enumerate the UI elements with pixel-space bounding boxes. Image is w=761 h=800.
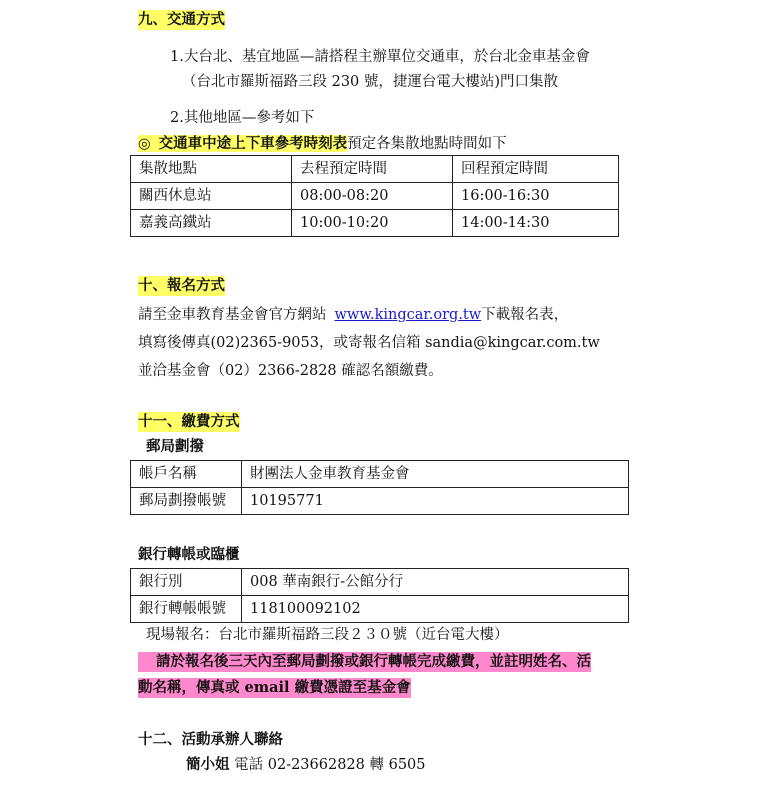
section-12-heading: 十二、活動承辦人聯絡 [138,731,283,748]
table-cell: 關西休息站 [131,183,292,210]
section-11-heading: 十一、繳費方式 [138,413,240,430]
table-row [131,596,629,623]
postal-transfer-title: 郵局劃撥 [146,438,204,455]
table-cell: 嘉義高鐵站 [131,210,292,237]
contact-phone: 電話 02-23662828 轉 6505 [229,757,426,773]
website-link[interactable]: www.kingcar.org.tw [334,307,482,323]
postal-table [130,460,629,515]
table-cell: 財團法人金車教育基金會 [242,461,629,488]
registration-line-1 [138,305,568,325]
table-cell: 郵局劃撥帳號 [131,488,242,515]
table-cell: 16:00-16:30 [453,183,619,210]
table-cell: 118100092102 [242,596,629,623]
section-10-heading: 十、報名方式 [138,277,225,294]
payment-notice-line-1: 請於報名後三天內至郵局劃撥或銀行轉帳完成繳費，並註明姓名、活 [138,652,591,672]
bank-transfer-title: 銀行轉帳或臨櫃 [138,546,240,563]
note-rest-text: 預定各集散地點時間如下 [347,136,507,152]
note-symbol: ◎ [138,135,151,152]
table-header-cell: 集散地點 [131,156,292,183]
registration-line-2: 填寫後傳真(02)2365-9053，或寄報名信箱 sandia@kingcar.com.tw [138,335,600,351]
registration-line-3: 並洽基金會（02）2366-2828 確認名額繳費。 [138,363,443,379]
table-row [131,488,629,515]
table-row [131,210,619,237]
table-header-cell: 去程預定時間 [292,156,453,183]
transport-line-3: 2.其他地區—參考如下 [170,110,315,126]
schedule-note [138,134,507,154]
table-row [131,461,629,488]
contact-name: 簡小姐 [186,756,230,773]
registration-text-pre: 請至金車教育基金會官方網站 [138,307,327,323]
bank-table [130,568,629,623]
section-9-heading: 九、交通方式 [138,11,225,28]
table-row [131,569,629,596]
payment-notice-line-2: 動名稱，傳真或 email 繳費憑證至基金會 [138,679,411,696]
contact-line [186,755,426,775]
transport-line-1: 1.大台北、基宜地區—請搭程主辦單位交通車，於台北金車基金會 [170,49,590,65]
table-cell: 帳戶名稱 [131,461,242,488]
table-header-cell: 回程預定時間 [453,156,619,183]
schedule-table [130,155,619,237]
table-header-row [131,156,619,183]
table-cell: 10195771 [242,488,629,515]
table-cell: 008 華南銀行-公館分行 [242,569,629,596]
registration-text-post: 下載報名表， [481,307,569,323]
note-bold-text: 交通車中途上下車參考時刻表 [151,135,348,152]
table-cell: 銀行別 [131,569,242,596]
table-cell: 14:00-14:30 [453,210,619,237]
table-cell: 銀行轉帳帳號 [131,596,242,623]
transport-line-2: （台北市羅斯福路三段 230 號，捷運台電大樓站)門口集散 [182,74,559,90]
table-row [131,183,619,210]
table-cell: 08:00-08:20 [292,183,453,210]
onsite-registration: 現場報名：台北市羅斯福路三段２３０號（近台電大樓） [146,627,509,643]
table-cell: 10:00-10:20 [292,210,453,237]
